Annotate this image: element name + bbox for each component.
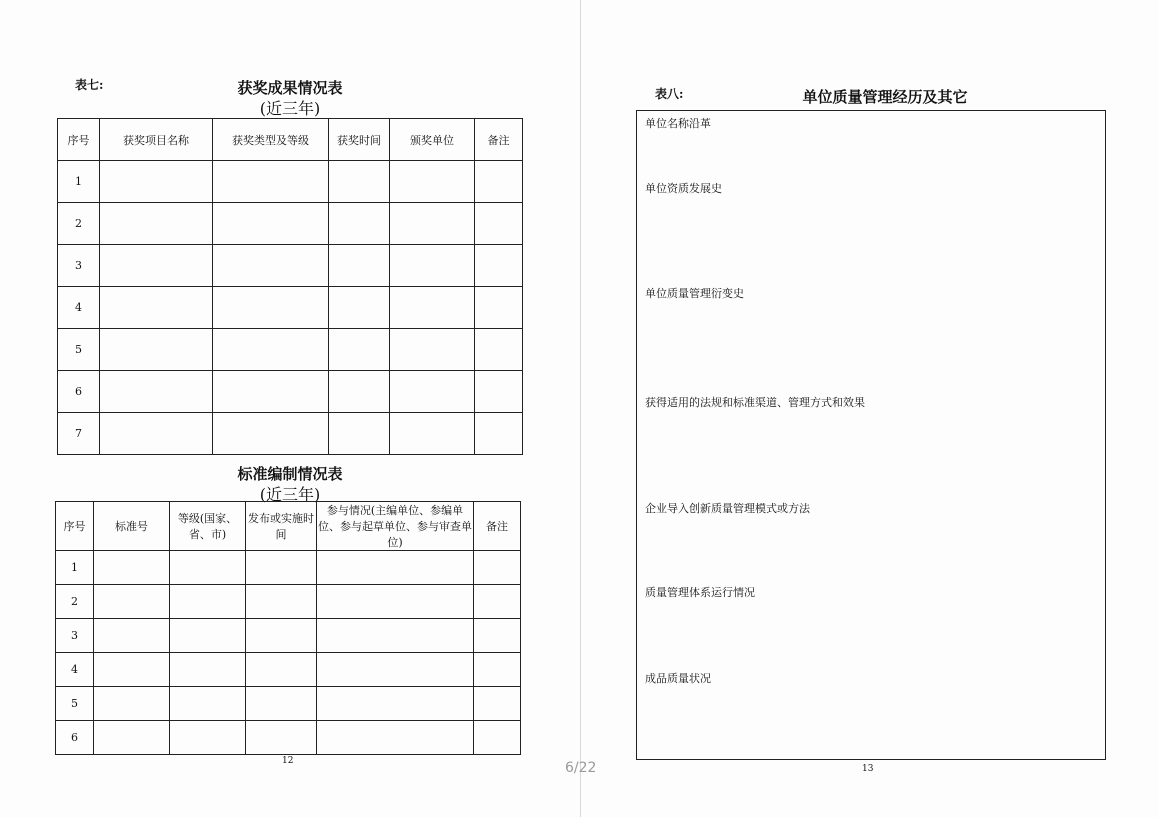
table-cell bbox=[390, 329, 475, 371]
table-cell bbox=[475, 413, 523, 455]
table-cell bbox=[390, 287, 475, 329]
table-row bbox=[58, 203, 523, 245]
header-index: 序号 bbox=[56, 502, 94, 551]
row-index: 5 bbox=[56, 687, 94, 721]
table-cell bbox=[100, 245, 213, 287]
header-publish-time: 发布或实施时间 bbox=[246, 502, 317, 551]
table-cell bbox=[100, 203, 213, 245]
table-cell bbox=[329, 413, 390, 455]
header-remarks: 备注 bbox=[474, 502, 521, 551]
table-cell bbox=[475, 245, 523, 287]
table-cell bbox=[246, 551, 317, 585]
standards-header-row bbox=[56, 502, 521, 551]
row-index: 1 bbox=[58, 161, 100, 203]
header-standard-number: 标准号 bbox=[94, 502, 170, 551]
header-awarding-unit: 颁奖单位 bbox=[390, 119, 475, 161]
awards-header-row bbox=[58, 119, 523, 161]
standards-subtitle: (近三年) bbox=[259, 485, 321, 504]
table-cell bbox=[100, 329, 213, 371]
table-cell bbox=[170, 687, 246, 721]
row-index: 2 bbox=[58, 203, 100, 245]
quality-management-box bbox=[636, 110, 1106, 760]
table-cell bbox=[475, 371, 523, 413]
section-label: 单位资质发展史 bbox=[645, 182, 722, 195]
table7-tag: 表七: bbox=[75, 78, 104, 92]
table-cell bbox=[170, 619, 246, 653]
row-index: 6 bbox=[56, 721, 94, 755]
table-cell bbox=[475, 329, 523, 371]
row-index: 2 bbox=[56, 585, 94, 619]
header-award-type: 获奖类型及等级 bbox=[213, 119, 329, 161]
table-cell bbox=[317, 721, 474, 755]
table-cell bbox=[329, 329, 390, 371]
header-level: 等级(国家、省、市) bbox=[170, 502, 246, 551]
table-row bbox=[56, 585, 521, 619]
table-cell bbox=[94, 619, 170, 653]
table-cell bbox=[100, 413, 213, 455]
table-cell bbox=[474, 653, 521, 687]
table-cell bbox=[329, 203, 390, 245]
table-cell bbox=[246, 653, 317, 687]
table-cell bbox=[475, 161, 523, 203]
table-cell bbox=[100, 371, 213, 413]
table-cell bbox=[390, 371, 475, 413]
table-cell bbox=[474, 585, 521, 619]
table-row bbox=[56, 653, 521, 687]
table-cell bbox=[94, 551, 170, 585]
table-cell bbox=[329, 245, 390, 287]
table-cell bbox=[94, 653, 170, 687]
table8-title: 单位质量管理经历及其它 bbox=[802, 88, 968, 106]
table-cell bbox=[474, 551, 521, 585]
table-cell bbox=[474, 687, 521, 721]
table-cell bbox=[317, 585, 474, 619]
table-cell bbox=[100, 287, 213, 329]
table-cell bbox=[213, 413, 329, 455]
table-cell bbox=[94, 721, 170, 755]
table7-title: 获奖成果情况表 bbox=[237, 79, 343, 97]
table-cell bbox=[213, 371, 329, 413]
awards-table bbox=[57, 118, 523, 455]
header-participation: 参与情况(主编单位、参编单位、参与起草单位、参与审查单位) bbox=[317, 502, 474, 551]
table-cell bbox=[317, 687, 474, 721]
table-row bbox=[58, 161, 523, 203]
table-cell bbox=[390, 203, 475, 245]
row-index: 1 bbox=[56, 551, 94, 585]
table-cell bbox=[213, 245, 329, 287]
table-cell bbox=[170, 585, 246, 619]
row-index: 4 bbox=[58, 287, 100, 329]
table-cell bbox=[100, 161, 213, 203]
header-index: 序号 bbox=[58, 119, 100, 161]
table-cell bbox=[475, 287, 523, 329]
table-cell bbox=[213, 203, 329, 245]
table-cell bbox=[390, 245, 475, 287]
table-cell bbox=[170, 653, 246, 687]
row-index: 6 bbox=[58, 371, 100, 413]
table-row bbox=[58, 245, 523, 287]
table-row bbox=[58, 413, 523, 455]
table-cell bbox=[317, 653, 474, 687]
table-row bbox=[56, 619, 521, 653]
table-cell bbox=[475, 203, 523, 245]
page-indicator: 6/22 bbox=[565, 760, 597, 776]
header-remarks: 备注 bbox=[475, 119, 523, 161]
table-cell bbox=[213, 329, 329, 371]
table-cell bbox=[246, 585, 317, 619]
row-index: 3 bbox=[56, 619, 94, 653]
table-cell bbox=[474, 619, 521, 653]
section-label: 获得适用的法规和标准渠道、管理方式和效果 bbox=[645, 396, 865, 409]
table7-subtitle: (近三年) bbox=[259, 99, 321, 118]
table-cell bbox=[329, 371, 390, 413]
table-cell bbox=[246, 721, 317, 755]
section-label: 单位质量管理衍变史 bbox=[645, 287, 744, 300]
table-row bbox=[56, 721, 521, 755]
table-cell bbox=[317, 619, 474, 653]
standards-title: 标准编制情况表 bbox=[237, 465, 343, 483]
table-row bbox=[58, 371, 523, 413]
table-row bbox=[58, 287, 523, 329]
section-label: 单位名称沿革 bbox=[645, 117, 711, 130]
table-cell bbox=[246, 687, 317, 721]
table8-tag: 表八: bbox=[655, 87, 684, 101]
table-cell bbox=[213, 161, 329, 203]
page-number: 12 bbox=[282, 756, 294, 766]
table-cell bbox=[170, 721, 246, 755]
table-row bbox=[56, 551, 521, 585]
page-number: 13 bbox=[862, 764, 874, 774]
table-row bbox=[56, 687, 521, 721]
table-row bbox=[58, 329, 523, 371]
row-index: 5 bbox=[58, 329, 100, 371]
row-index: 3 bbox=[58, 245, 100, 287]
row-index: 4 bbox=[56, 653, 94, 687]
table-cell bbox=[94, 687, 170, 721]
table-cell bbox=[329, 287, 390, 329]
section-label: 质量管理体系运行情况 bbox=[645, 586, 755, 599]
table-cell bbox=[213, 287, 329, 329]
header-award-time: 获奖时间 bbox=[329, 119, 390, 161]
table-cell bbox=[390, 161, 475, 203]
table-cell bbox=[94, 585, 170, 619]
table-cell bbox=[390, 413, 475, 455]
table-cell bbox=[329, 161, 390, 203]
section-label: 企业导入创新质量管理模式或方法 bbox=[645, 502, 810, 515]
table-cell bbox=[474, 721, 521, 755]
table-cell bbox=[317, 551, 474, 585]
standards-table bbox=[55, 501, 521, 755]
header-award-project: 获奖项目名称 bbox=[100, 119, 213, 161]
section-label: 成品质量状况 bbox=[645, 672, 711, 685]
table-cell bbox=[170, 551, 246, 585]
row-index: 7 bbox=[58, 413, 100, 455]
table-cell bbox=[246, 619, 317, 653]
